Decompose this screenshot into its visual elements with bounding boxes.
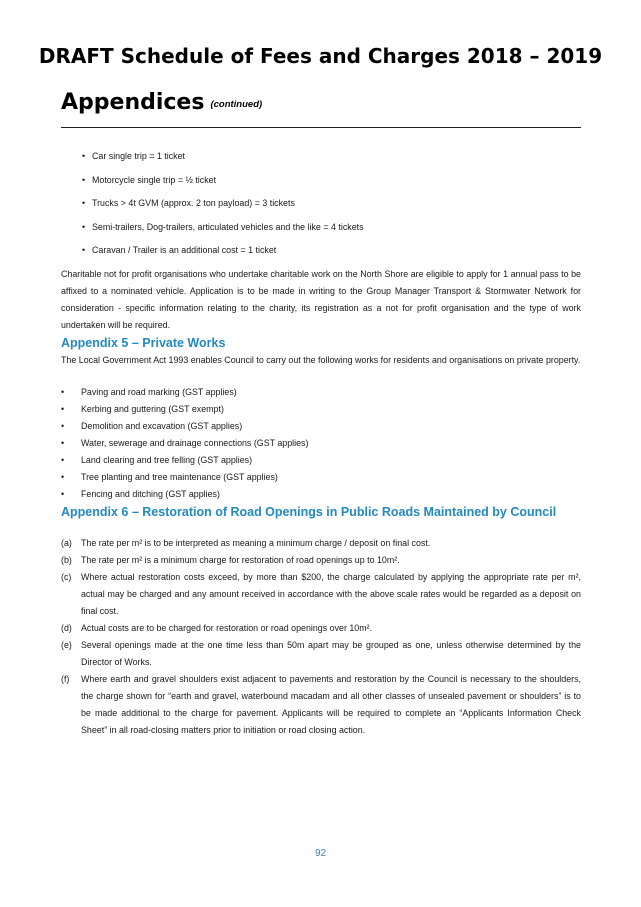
list-item — [61, 401, 581, 418]
private-works-list — [61, 384, 581, 503]
bullet: • — [61, 420, 65, 431]
list-item-text: The rate per m² is to be interpreted as meaning a minimum charge / deposit on final cost. — [81, 537, 431, 548]
list-item — [61, 384, 581, 401]
list-item — [61, 195, 581, 219]
appendix-5-heading: Appendix 5 – Private Works — [61, 335, 226, 350]
list-item — [61, 671, 581, 739]
section-heading — [61, 90, 262, 115]
charitable-paragraph: Charitable not for profit organisations who undertake charitable work on the North Shore are eligible to apply for 1 annual pass to be affixed to a nominated vehicle. Application is to be made in writing to the Group Manager Transport & Stormwater Network for consideration - specific information relating to the charity, its registration as a not for profit organisation and the type of work undertaken will be required. — [61, 268, 581, 330]
list-item-text: Several openings made at the one time less than 50m apart may be grouped as one, unless otherwise determined by the Director of Works. — [81, 639, 581, 667]
item-label: (e) — [61, 639, 72, 650]
bullet: • — [61, 386, 65, 397]
list-item — [61, 569, 581, 620]
list-item-text: Paving and road marking (GST applies) — [81, 386, 237, 397]
bullet: • — [82, 198, 86, 208]
list-item — [61, 552, 581, 569]
list-item-text: Demolition and excavation (GST applies) — [81, 420, 243, 431]
list-item — [61, 172, 581, 196]
list-item-text: Actual costs are to be charged for restoration or road openings over 10m². — [81, 622, 373, 633]
list-item-text: Water, sewerage and drainage connections (GST applies) — [81, 437, 309, 448]
list-item-text: Tree planting and tree maintenance (GST applies) — [81, 471, 278, 482]
item-label: (c) — [61, 571, 72, 582]
list-item — [61, 219, 581, 243]
list-item-text: Where actual restoration costs exceed, by more than $200, the charge calculated by applying the appropriate rate per m², actual may be charged and any amount received in accordance with the above scale rates would be regarded as a deposit on final cost. — [81, 571, 581, 616]
list-item — [61, 620, 581, 637]
list-item — [61, 469, 581, 486]
list-item-text: Fencing and ditching (GST applies) — [81, 488, 220, 499]
list-item — [61, 435, 581, 452]
section-title: Appendices — [61, 90, 205, 115]
item-label: (d) — [61, 622, 72, 633]
document-title: DRAFT Schedule of Fees and Charges 2018 – 2019 — [38, 44, 603, 68]
appendix-6-heading: Appendix 6 – Restoration of Road Openings in Public Roads Maintained by Council — [61, 504, 557, 519]
item-label: (b) — [61, 554, 72, 565]
bullet: • — [82, 174, 86, 185]
section-subtitle: (continued) — [210, 99, 263, 110]
bullet: • — [61, 437, 65, 448]
list-item-text: Car single trip = 1 ticket — [92, 151, 185, 161]
list-item — [61, 486, 581, 503]
bullet: • — [82, 221, 86, 232]
bullet: • — [61, 454, 65, 465]
item-label: (a) — [61, 537, 72, 548]
bullet: • — [82, 245, 86, 255]
list-item-text: Land clearing and tree felling (GST applies) — [81, 454, 253, 465]
list-item-text: Caravan / Trailer is an additional cost = 1 ticket — [92, 245, 277, 255]
list-item-text: Where earth and gravel shoulders exist adjacent to pavements and restoration by the Council is necessary to the shoulders, the charge shown for “earth and gravel, waterbound macadam and all other classes of unsealed pavement or shoulders” is to be made additional to the charge for pavement. Applicants will be required to complete an “Applicants Information Check Sheet” in all road-closing matters prior to initiation or road closing action. — [81, 673, 581, 735]
list-item — [61, 148, 581, 172]
list-item — [61, 637, 581, 671]
bullet: • — [82, 151, 86, 161]
ticket-list — [61, 148, 581, 266]
road-openings-list — [61, 535, 581, 739]
list-item-text: Semi-trailers, Dog-trailers, articulated vehicles and the like = 4 tickets — [92, 221, 364, 232]
heading-divider — [61, 127, 581, 128]
item-label: (f) — [61, 673, 70, 684]
bullet: • — [61, 488, 65, 499]
list-item-text: Motorcycle single trip = ½ ticket — [92, 174, 217, 185]
appendix-5-intro: The Local Government Act 1993 enables Council to carry out the following works for residents and organisations on private property. — [61, 354, 581, 365]
list-item — [61, 418, 581, 435]
list-item — [61, 452, 581, 469]
page-content — [61, 148, 581, 739]
list-item-text: Trucks > 4t GVM (approx. 2 ton payload) = 3 tickets — [92, 198, 295, 208]
bullet: • — [61, 471, 65, 482]
list-item-text: The rate per m² is a minimum charge for restoration of road openings up to 10m². — [81, 554, 400, 565]
list-item-text: Kerbing and guttering (GST exempt) — [81, 403, 224, 414]
list-item — [61, 535, 581, 552]
page-number: 92 — [314, 848, 327, 859]
list-item — [61, 242, 581, 266]
bullet: • — [61, 403, 65, 414]
